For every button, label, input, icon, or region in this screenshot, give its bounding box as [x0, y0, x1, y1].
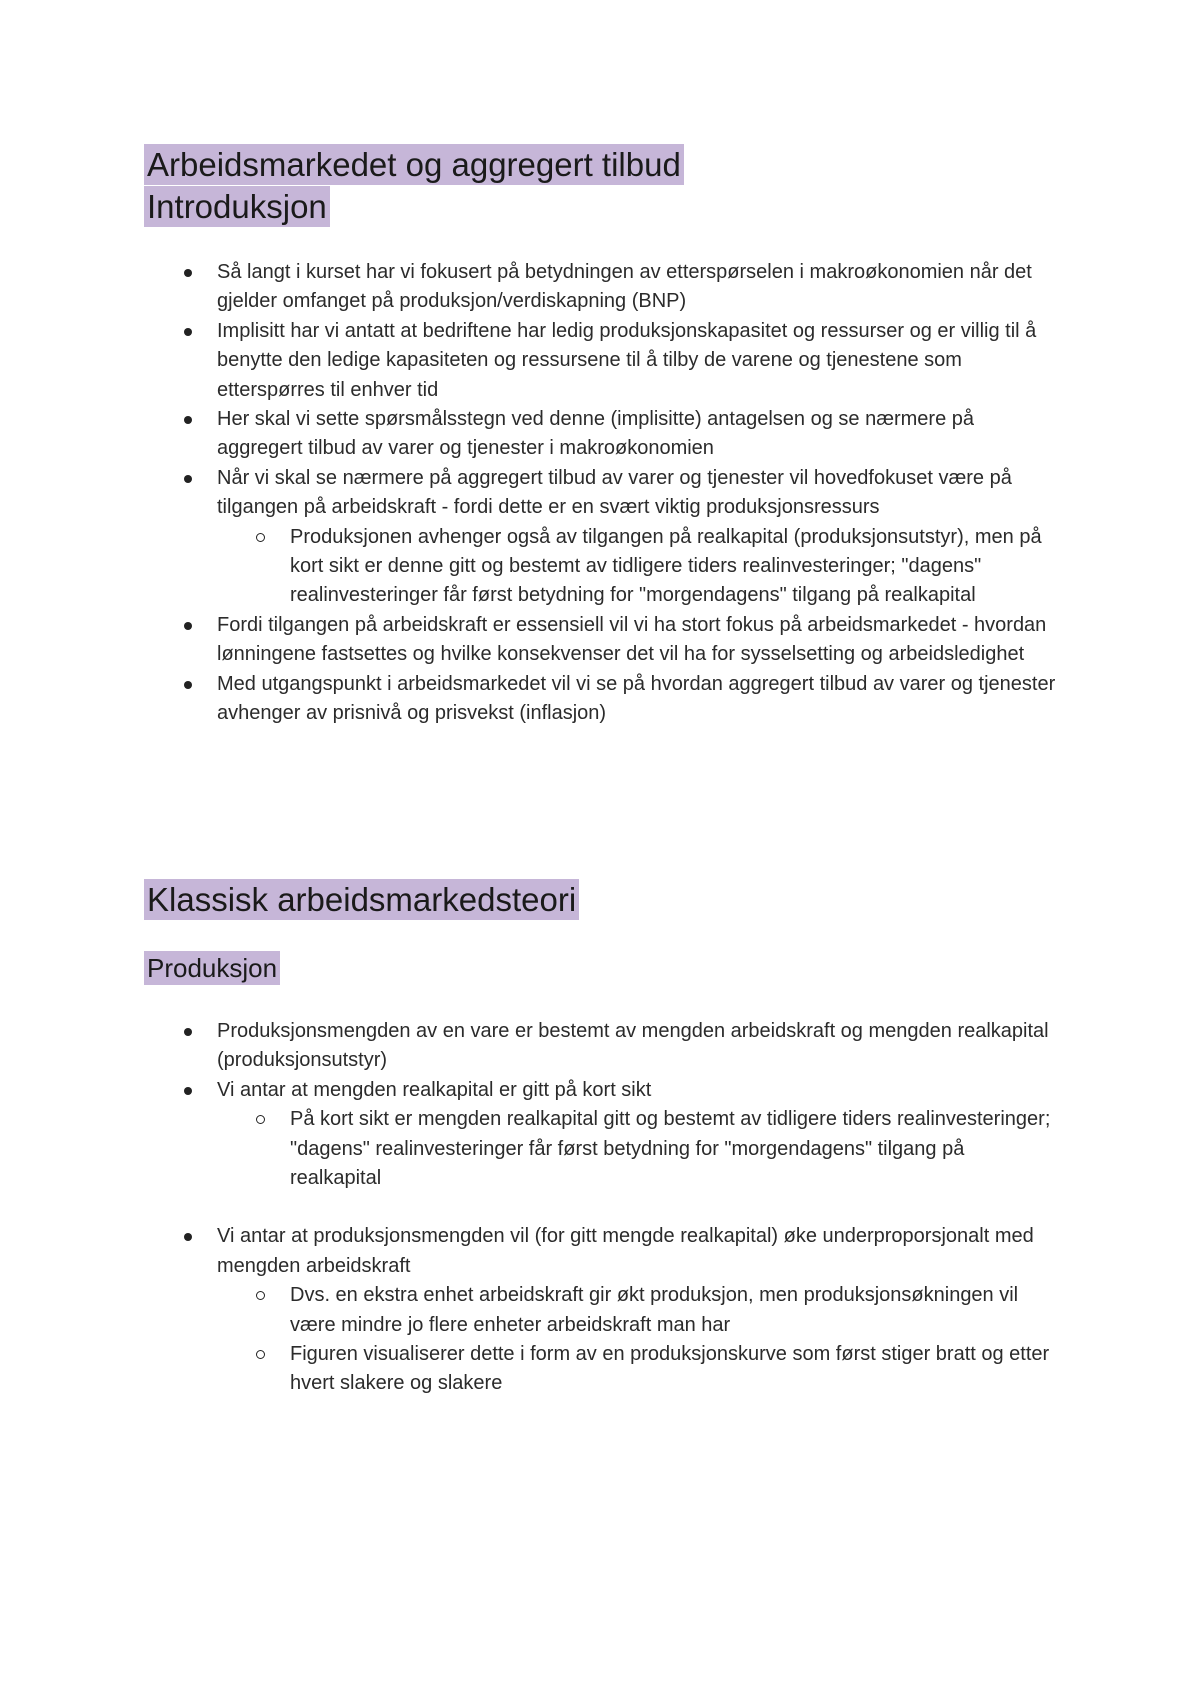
section-heading: [144, 880, 579, 920]
intro-heading: [144, 187, 330, 227]
list-item: Her skal vi sette spørsmålsstegn ved denne (implisitte) antagelsen og se nærmere på aggregert tilbud av varer og tjenester i makroøkonomien: [0, 405, 1060, 464]
sub-list: [217, 1105, 1060, 1193]
section-heading-text: Klassisk arbeidsmarkedsteori: [144, 879, 579, 920]
list-item: Fordi tilgangen på arbeidskraft er essensiell vil vi ha stort fokus på arbeidsmarkedet - hvordan lønningene fastsettes og hvilke konsekvenser det vil ha for sysselsetting og arbeidsledighet: [0, 611, 1060, 670]
sub-list-item: Figuren visualiserer dette i form av en produksjonskurve som først stiger bratt og etter hvert slakere og slakere: [217, 1340, 1060, 1399]
page-title: [144, 145, 684, 185]
list-item: Produksjonsmengden av en vare er bestemt av mengden arbeidskraft og mengden realkapital (produksjonsutstyr): [0, 1017, 1060, 1076]
sub-list: [217, 1281, 1060, 1399]
intro-heading-text: Introduksjon: [144, 186, 330, 227]
list-item: Når vi skal se nærmere på aggregert tilbud av varer og tjenester vil hovedfokuset være på tilgangen på arbeidskraft - fordi dette er en svært viktig produksjonsressurs Produksjonen avhenger også av tilgangen på realkapital (produksjonsutstyr), men på kort sikt er denne gitt og bestemt av tidligere tiders realinvesteringer; "dagens" realinvesteringer får først betydning for "morgendagens" tilgang på realkapital: [0, 464, 1060, 611]
list-item: Med utgangspunkt i arbeidsmarkedet vil vi se på hvordan aggregert tilbud av varer og tjenester avhenger av prisnivå og prisvekst (inflasjon): [0, 670, 1060, 729]
sub-list-item: Dvs. en ekstra enhet arbeidskraft gir økt produksjon, men produksjonsøkningen vil være mindre jo flere enheter arbeidskraft man har: [217, 1281, 1060, 1340]
subsection-heading-text: Produksjon: [144, 951, 280, 985]
sub-list: [217, 523, 1060, 611]
sub-list-item: På kort sikt er mengden realkapital gitt og bestemt av tidligere tiders realinvesteringer; "dagens" realinvesteringer får først betydning for "morgendagens" tilgang på realkapital: [217, 1105, 1060, 1193]
list-item: Implisitt har vi antatt at bedriftene har ledig produksjonskapasitet og ressurser og er villig til å benytte den ledige kapasiteten og ressursene til å tilby de varene og tjenestene som etterspørres til enhver tid: [0, 317, 1060, 405]
intro-list: [0, 258, 1060, 729]
page-title-text: Arbeidsmarkedet og aggregert tilbud: [144, 144, 684, 185]
subsection-heading: [144, 952, 280, 984]
list-item: Så langt i kurset har vi fokusert på betydningen av etterspørselen i makroøkonomien når det gjelder omfanget på produksjon/verdiskapning (BNP): [0, 258, 1060, 317]
list-item: Vi antar at produksjonsmengden vil (for gitt mengde realkapital) øke underproporsjonalt med mengden arbeidskraft Dvs. en ekstra enhet arbeidskraft gir økt produksjon, men produksjonsøkningen vil være mindre jo flere enheter arbeidskraft man har Figuren visualiserer dette i form av en produksjonskurve som først stiger bratt og etter hvert slakere og slakere: [0, 1222, 1060, 1398]
list-item: Vi antar at mengden realkapital er gitt på kort sikt På kort sikt er mengden realkapital gitt og bestemt av tidligere tiders realinvesteringer; "dagens" realinvesteringer får først betydning for "morgendagens" tilgang på realkapital: [0, 1076, 1060, 1194]
sub-list-item: Produksjonen avhenger også av tilgangen på realkapital (produksjonsutstyr), men på kort sikt er denne gitt og bestemt av tidligere tiders realinvesteringer; "dagens" realinvesteringer får først betydning for "morgendagens" tilgang på realkapital: [217, 523, 1060, 611]
classic-list: [0, 1017, 1060, 1399]
